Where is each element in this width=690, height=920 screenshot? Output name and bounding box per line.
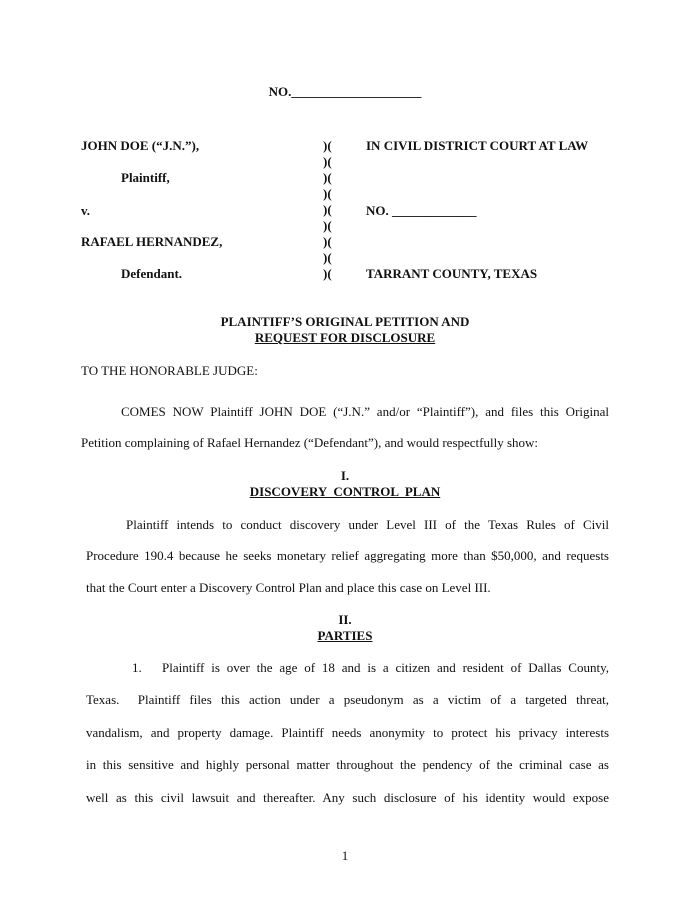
section-number: I. [340,468,350,483]
defendant-role: Defendant. [121,266,183,281]
caption-separator: )( [323,202,332,217]
intro-line: Petition complaining of Rafael Hernandez (“Defendant”), and would respectfully show: [81,435,539,450]
case-number-caption: NO. _____________ [366,203,477,218]
paragraph-line: that the Court enter a Discovery Control Plan and place this case on Level III. [86,580,491,595]
paragraph-line: well as this civil lawsuit and thereafter. Any such disclosure of his identity would expose [86,790,609,805]
paragraph-line: in this sensitive and highly personal matter throughout the pendency of the criminal case as [86,757,609,772]
county-name: TARRANT COUNTY, TEXAS [366,266,538,281]
paragraph-line: Plaintiff is over the age of 18 and is a citizen and resident of Dallas County, [162,660,609,675]
caption-separator: )( [323,186,332,201]
case-number-top: NO.____________________ [268,84,422,99]
versus-label: v. [81,203,91,218]
paragraph-line: Procedure 190.4 because he seeks monetary relief aggregating more than $50,000, and requests [86,548,609,563]
paragraph-line: Texas. Plaintiff files this action under a pseudonym as a victim of a targeted threat, [86,692,609,707]
salutation: TO THE HONORABLE JUDGE: [81,363,258,378]
section-number: II. [338,612,352,627]
section-heading: DISCOVERY CONTROL PLAN [249,484,441,499]
paragraph-line: Plaintiff intends to conduct discovery under Level III of the Texas Rules of Civil [126,517,609,532]
document-title-line2: REQUEST FOR DISCLOSURE [254,330,436,345]
section-heading: PARTIES [317,628,373,643]
caption-separator: )( [323,154,332,169]
plaintiff-role: Plaintiff, [121,170,170,185]
caption-separator: )( [323,266,332,281]
caption-separator: )( [323,138,332,153]
court-name: IN CIVIL DISTRICT COURT AT LAW [366,138,589,153]
document-title-line1: PLAINTIFF’S ORIGINAL PETITION AND [220,314,470,329]
paragraph-number: 1. [132,660,142,675]
caption-separator: )( [323,250,332,265]
intro-line: COMES NOW Plaintiff JOHN DOE (“J.N.” and/or “Plaintiff”), and files this Original [121,404,609,419]
caption-separator: )( [323,218,332,233]
caption-separator: )( [323,170,332,185]
plaintiff-name: JOHN DOE (“J.N.”), [81,138,200,153]
caption-separator: )( [323,234,332,249]
page-number: 1 [341,848,349,863]
paragraph-line: vandalism, and property damage. Plaintiff needs anonymity to protect his privacy interests [86,725,609,740]
defendant-name: RAFAEL HERNANDEZ, [81,234,223,249]
